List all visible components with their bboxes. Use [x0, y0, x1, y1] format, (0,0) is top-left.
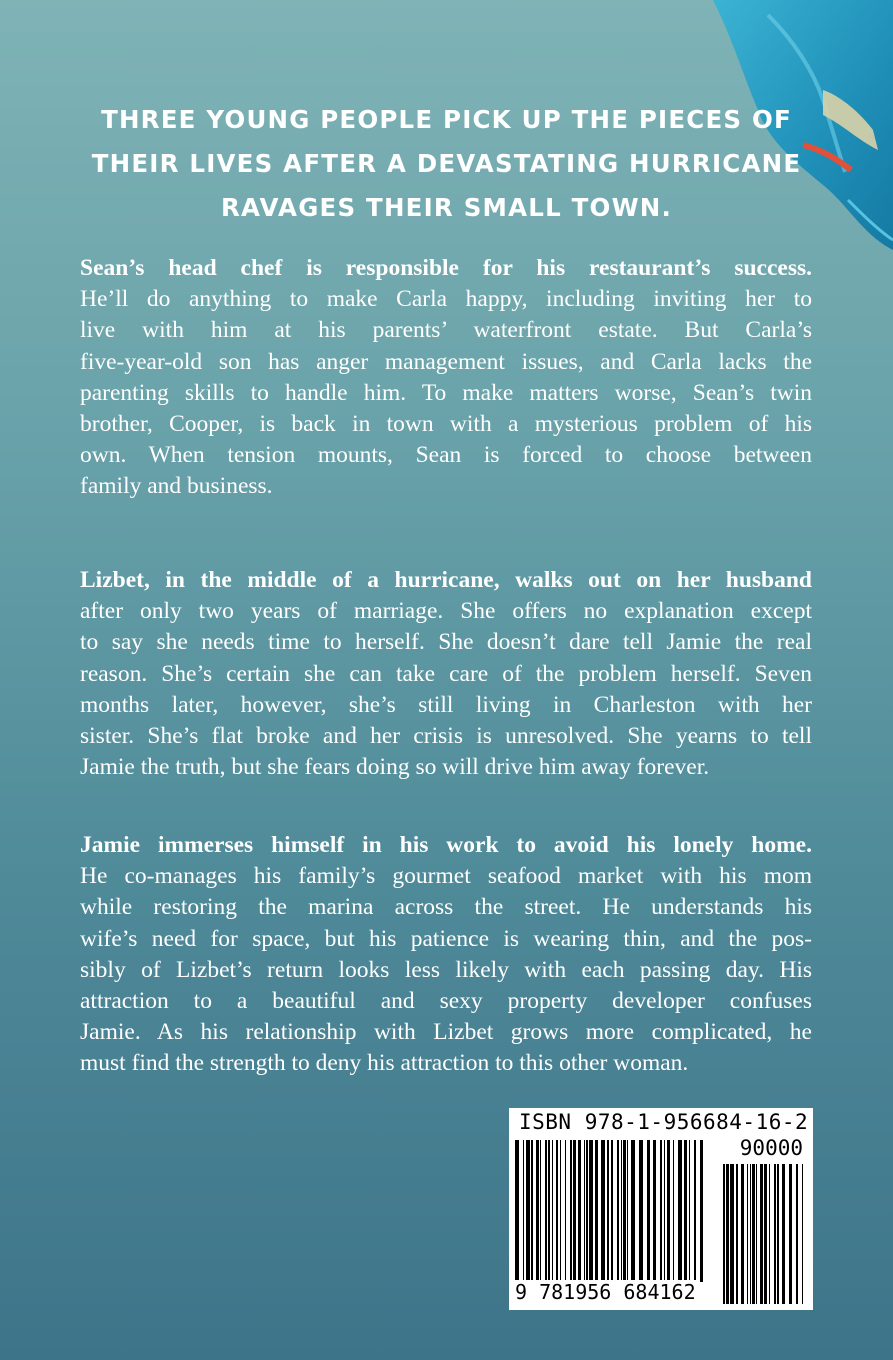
barcode-bar	[723, 1164, 725, 1304]
barcode-bar	[545, 1140, 547, 1282]
barcode-bar	[531, 1140, 533, 1282]
paragraph-line: live with him at his parents’ waterfront estate. But Carla’s	[80, 317, 812, 344]
paragraph-line: attraction to a beautiful and sexy property developer confuses	[80, 988, 812, 1015]
sean-lead: Sean’s head chef is responsible for his restaurant’s success.	[80, 255, 812, 281]
barcode-bar	[769, 1164, 770, 1304]
barcode-bar	[565, 1140, 566, 1282]
ean-digits: 9 781956 684162	[515, 1280, 696, 1304]
barcode-bar	[540, 1140, 541, 1282]
barcode-bar	[526, 1140, 530, 1282]
barcode-bar	[584, 1140, 585, 1282]
barcode-bar	[774, 1164, 776, 1304]
barcode-bar	[623, 1140, 626, 1282]
barcode-bar	[621, 1140, 622, 1282]
paragraph-line: reason. She’s certain she can take care of the problem herself. Seven	[80, 660, 812, 687]
barcode-bar	[730, 1164, 734, 1304]
barcode-bar	[560, 1140, 561, 1282]
paragraph-line: sibly of Lizbet’s return looks less likely with each passing day. His	[80, 956, 812, 983]
paragraph-line: family and business.	[80, 473, 273, 500]
barcode-bar	[760, 1164, 763, 1304]
barcode-bar	[741, 1164, 744, 1304]
isbn-barcode	[509, 1108, 813, 1310]
jamie-paragraph	[80, 830, 812, 1080]
sean-paragraph	[80, 253, 812, 503]
barcode-bar	[726, 1164, 729, 1304]
tagline	[60, 98, 833, 230]
paragraph-line: wife’s need for space, but his patience is wearing thin, and the pos-	[80, 925, 812, 952]
paragraph-line: Jamie the truth, but she fears doing so will drive him away forever.	[80, 754, 710, 781]
barcode-bar	[589, 1140, 593, 1282]
barcode-bar	[617, 1140, 619, 1282]
paragraph-line: to say she needs time to herself. She doesn’t dare tell Jamie the real	[80, 629, 812, 656]
paragraph-line: months later, however, she’s still living in Charleston with her	[80, 691, 812, 718]
barcode-bar	[595, 1140, 598, 1282]
barcode-bar	[689, 1140, 690, 1282]
barcode-bar	[684, 1140, 687, 1282]
paragraph-line: brother, Cooper, is back in town with a mysterious problem of his	[80, 411, 812, 438]
tagline-line: THREE YOUNG PEOPLE PICK UP THE PIECES OF	[101, 105, 792, 134]
isbn-label: ISBN 978-1-956684-16-2	[519, 1110, 809, 1134]
barcode-bar	[556, 1140, 558, 1282]
barcode-bar	[777, 1164, 779, 1304]
barcode-bar	[673, 1140, 674, 1282]
barcode-bar	[523, 1140, 524, 1282]
paragraph-line: He co-manages his family’s gourmet seafood market with his mom	[80, 863, 812, 890]
barcode-bar	[756, 1164, 757, 1304]
barcode-bar	[631, 1140, 635, 1282]
barcode-bar	[747, 1164, 748, 1304]
barcode-bar	[736, 1164, 738, 1304]
paragraph-line: five-year-old son has anger management issues, and Carla lacks the	[80, 348, 812, 375]
barcode-bar	[789, 1164, 792, 1304]
barcode-bar	[586, 1140, 588, 1282]
barcode-bar	[796, 1164, 798, 1304]
paragraph-line: must find the strength to deny his attraction to this other woman.	[80, 1050, 689, 1077]
barcode-bar	[750, 1164, 751, 1304]
barcode-bar	[802, 1164, 803, 1304]
jamie-lead: Jamie immerses himself in his work to avoid his lonely home.	[80, 832, 812, 858]
barcode-bar	[601, 1140, 605, 1282]
barcode-bar	[627, 1140, 628, 1282]
barcode-bar	[694, 1140, 696, 1282]
paragraph-line: sister. She’s flat broke and her crisis is unresolved. She yearns to tell	[80, 723, 812, 750]
paragraph-line: parenting skills to handle him. To make matters worse, Sean’s twin	[80, 379, 812, 406]
lizbet-paragraph	[80, 565, 812, 783]
price-code: 90000	[739, 1136, 803, 1160]
paragraph-line: while restoring the marina across the street. He understands his	[80, 894, 812, 921]
barcode-bar	[552, 1140, 553, 1282]
barcode-bar	[700, 1140, 703, 1282]
barcode-bar	[653, 1140, 656, 1282]
barcode-bar	[752, 1164, 755, 1304]
barcode-bar	[647, 1140, 650, 1282]
paragraph-line: He’ll do anything to make Carla happy, including inviting her to	[80, 286, 812, 313]
tagline-line: THEIR LIVES AFTER A DEVASTATING HURRICANE	[91, 149, 802, 178]
paragraph-line: after only two years of marriage. She offers no explanation except	[80, 598, 812, 625]
barcode-bar	[515, 1140, 519, 1282]
tagline-line: RAVAGES THEIR SMALL TOWN.	[220, 193, 673, 222]
barcode-bar	[536, 1140, 539, 1282]
paragraph-line: Jamie. As his relationship with Lizbet grows more complicated, he	[80, 1019, 812, 1046]
barcode-bar	[639, 1140, 643, 1282]
barcode-bar	[548, 1140, 550, 1282]
barcode-bar	[764, 1164, 767, 1304]
lizbet-lead: Lizbet, in the middle of a hurricane, walks out on her husband	[80, 567, 812, 593]
barcode-bar	[570, 1140, 572, 1282]
addon-bars	[723, 1164, 803, 1304]
barcode-bar	[578, 1140, 581, 1282]
ean-bars	[515, 1140, 705, 1282]
barcode-bar	[573, 1140, 576, 1282]
barcode-bar	[660, 1140, 662, 1282]
barcode-bar	[782, 1164, 785, 1304]
barcode-bar	[611, 1140, 613, 1282]
barcode-bar	[664, 1140, 665, 1282]
paragraph-line: own. When tension mounts, Sean is forced to choose between	[80, 442, 812, 469]
barcode-bar	[667, 1140, 670, 1282]
barcode-bar	[678, 1140, 682, 1282]
barcode-bar	[607, 1140, 609, 1282]
